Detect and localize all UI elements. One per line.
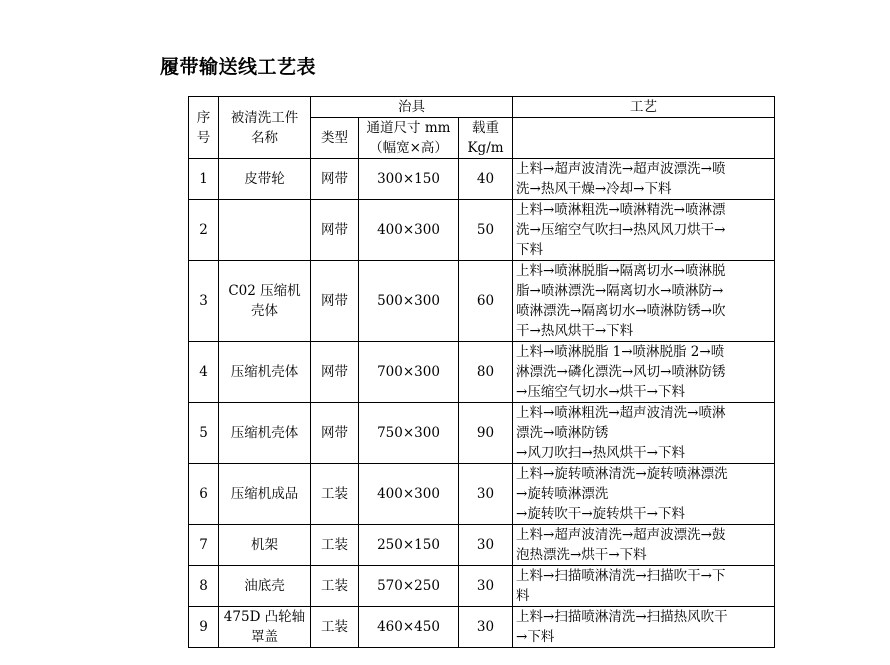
- process-table: [188, 96, 775, 648]
- channel-size: 250×150: [359, 525, 459, 566]
- item-name: 压缩机成品: [219, 464, 311, 525]
- load-value: 60: [459, 261, 513, 342]
- page-title: 履带输送线工艺表: [160, 56, 317, 78]
- channel-size: 500×300: [359, 261, 459, 342]
- row-number: 4: [189, 342, 219, 403]
- fixture-type: 网带: [311, 403, 359, 464]
- item-name: 机架: [219, 525, 311, 566]
- table-row: [189, 525, 775, 566]
- item-name: 压缩机壳体: [219, 403, 311, 464]
- row-number: 5: [189, 403, 219, 464]
- load-value: 80: [459, 342, 513, 403]
- channel-size: 400×300: [359, 464, 459, 525]
- item-name: C02 压缩机 壳体: [219, 261, 311, 342]
- process-subheader-empty: [513, 118, 775, 159]
- table-row: [189, 261, 775, 342]
- load-value: 50: [459, 200, 513, 261]
- item-name: 皮带轮: [219, 159, 311, 200]
- channel-size: 700×300: [359, 342, 459, 403]
- channel-size: 570×250: [359, 566, 459, 607]
- load-value: 30: [459, 464, 513, 525]
- item-name: 油底壳: [219, 566, 311, 607]
- item-name: 压缩机壳体: [219, 342, 311, 403]
- header-row-1: [189, 97, 775, 118]
- row-number: 3: [189, 261, 219, 342]
- load-value: 90: [459, 403, 513, 464]
- seq-header: 序 号: [189, 97, 219, 159]
- fixture-type: 工装: [311, 464, 359, 525]
- item-name: [219, 200, 311, 261]
- table-row: [189, 607, 775, 648]
- fixture-type: 工装: [311, 607, 359, 648]
- process-steps: 上料→超声波清洗→超声波漂洗→鼓 泡热漂洗→烘干→下料: [513, 525, 775, 566]
- item-name: 475D 凸轮轴 罩盖: [219, 607, 311, 648]
- process-steps: 上料→喷淋脱脂 1→喷淋脱脂 2→喷 淋漂洗→磷化漂洗→风切→喷淋防锈 →压缩空气切水→烘干→下料: [513, 342, 775, 403]
- process-steps: 上料→喷淋粗洗→喷淋精洗→喷淋漂 洗→压缩空气吹扫→热风风刀烘干→ 下料: [513, 200, 775, 261]
- process-steps: 上料→超声波清洗→超声波漂洗→喷 洗→热风干燥→冷却→下料: [513, 159, 775, 200]
- load-value: 30: [459, 525, 513, 566]
- row-number: 8: [189, 566, 219, 607]
- row-number: 6: [189, 464, 219, 525]
- fixture-type: 网带: [311, 159, 359, 200]
- table-row: [189, 464, 775, 525]
- fixture-type: 工装: [311, 566, 359, 607]
- table-row: [189, 403, 775, 464]
- table-row: [189, 566, 775, 607]
- fixture-type: 工装: [311, 525, 359, 566]
- table-row: [189, 342, 775, 403]
- row-number: 9: [189, 607, 219, 648]
- item-name-header: 被清洗工件 名称: [219, 97, 311, 159]
- fixture-header: 治具: [311, 97, 513, 118]
- fixture-type: 网带: [311, 261, 359, 342]
- table-row: [189, 159, 775, 200]
- channel-size: 460×450: [359, 607, 459, 648]
- fixture-type: 网带: [311, 200, 359, 261]
- process-steps: 上料→喷淋脱脂→隔离切水→喷淋脱 脂→喷淋漂洗→隔离切水→喷淋防→ 喷淋漂洗→隔离切水→喷淋防锈→吹 干→热风烘干→下料: [513, 261, 775, 342]
- load-value: 30: [459, 566, 513, 607]
- row-number: 1: [189, 159, 219, 200]
- process-steps: 上料→喷淋粗洗→超声波清洗→喷淋 漂洗→喷淋防锈 →风刀吹扫→热风烘干→下料: [513, 403, 775, 464]
- row-number: 2: [189, 200, 219, 261]
- channel-size: 750×300: [359, 403, 459, 464]
- fixture-type: 网带: [311, 342, 359, 403]
- row-number: 7: [189, 525, 219, 566]
- load-value: 40: [459, 159, 513, 200]
- size-header: 通道尺寸 mm （幅宽×高）: [359, 118, 459, 159]
- channel-size: 300×150: [359, 159, 459, 200]
- process-steps: 上料→旋转喷淋清洗→旋转喷淋漂洗 →旋转喷淋漂洗 →旋转吹干→旋转烘干→下料: [513, 464, 775, 525]
- process-header: 工艺: [513, 97, 775, 118]
- channel-size: 400×300: [359, 200, 459, 261]
- load-header: 载重 Kg/m: [459, 118, 513, 159]
- type-header: 类型: [311, 118, 359, 159]
- load-value: 30: [459, 607, 513, 648]
- table-row: [189, 200, 775, 261]
- process-steps: 上料→扫描喷淋清洗→扫描吹干→下 料: [513, 566, 775, 607]
- process-steps: 上料→扫描喷淋清洗→扫描热风吹干 →下料: [513, 607, 775, 648]
